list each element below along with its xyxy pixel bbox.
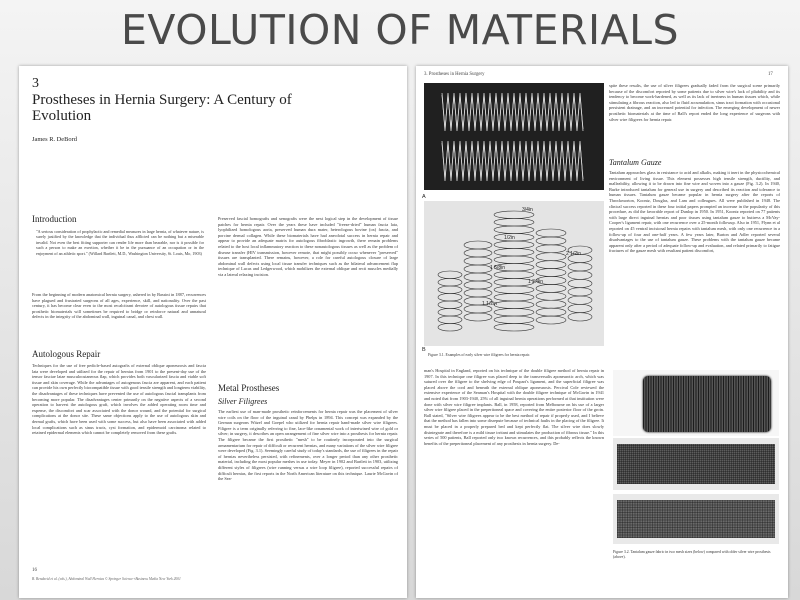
filigree-loop [494,271,534,279]
filigree-loop [568,296,592,304]
filigree-loops-graphic [424,201,604,346]
tantalum-gauze-large-graphic [617,444,775,484]
silver-wire-prosthesis-graphic [643,376,771,432]
intro-text: From the beginning of modern anatomical hernia surgery, ushered in by Bassini in 1887, recurrences have plagued and frustrated surgeons of all ages, experience, skill, and nationality. Over the past century, it has become clear even to the most recalcitrant devotee of autologous tissue repairs that prosthetic biomaterials will sometimes be required to bridge or reinforce natural and unnatural defects in the integrity of the abdominal wall, inguinal canal, and chest wall. [32,292,206,320]
filigree-loop [494,249,534,257]
filigree-loop [536,284,566,292]
autologous-heading: Autologous Repair [32,349,101,359]
filigree-zigzag-graphic [424,83,604,190]
filigree-loop [536,292,566,300]
figure-tantalum-gauze-1 [613,438,779,490]
filigree-loop [536,308,566,316]
filigree-loop [536,316,566,324]
figure-silver-filigree-a [424,83,604,190]
filigree-loop [464,249,492,257]
chapter-title: Prostheses in Hernia Surgery: A Century of Evolution [32,92,292,124]
fig-measure-label: 1 1/2in [482,301,498,307]
filigree-loop [438,286,462,294]
figure-label-a: A [422,194,426,200]
fig-measure-label: 3/4in [522,207,533,213]
filigree-loop [494,286,534,294]
filigree-loop [568,263,592,271]
page-footer: B. Bendavid et al. (eds.), Abdominal Wall Hernias © Springer Science+Business Media New York 2001 [32,577,181,581]
filigree-loop [494,226,534,234]
silver-heading: Silver Filigrees [218,397,268,406]
figure-tantalum-gauze-2 [613,494,779,544]
filigree-loop [568,271,592,279]
metal-heading: Metal Prostheses [218,383,280,393]
mcgavin-text: man's Hospital in England, reported on his technique of the double filigree method of hernia repair in 1907. In this technique one filigree was placed deep to the transversalis aponeurotic arch, which was sutured over the filigree to the shelving edge of Poupart's ligament, and the superficial filigree was placed above the cord and beneath the external oblique aponeurosis. Percival Cole reviewed the extensive experience of the Seaman's Hospital with the double filigree technique of McGavin in 1941 and noted that from 1903-1940, 25% of all inguinal hernia operations performed at that institution were done with silver wire filigree implants. Ball, in 1958, reported from Melbourne on his use of a larger silver wire filigree placed in the preperitoneal space and covering the entire posterior floor of the groin. Ball stated, "Silver wire filigrees appear to be the best method of repair if properly used, and I believe that the method has fallen into some disrepute because of technical faults in the placing of the filigree. It must be placed in a properly prepared bed and kept perfectly flat. The silver wire does slowly disintegrate and therefore is a mild tissue irritant and stimulates the production of fibrous tissue." In this series of 500 patients, Ball reported only two known recurrences, and this probably reflects the known benefits of the preperitoneal placement of any prosthesis in hernia surgery. De- [424,368,604,446]
filigree-loop [438,309,462,317]
intro-heading: Introduction [32,214,77,224]
fig-measure-label: 1/2in [504,235,515,241]
fig-measure-label: 1 5/8in [490,265,506,271]
filigree-loop [494,294,534,302]
filigree-loop [494,256,534,264]
filigree-wire [442,95,583,129]
figure-label-b: B [422,347,426,353]
fig-measure-label: 1 3/4in [528,279,544,285]
filigree-loop [568,279,592,287]
page-number: 16 [32,568,37,573]
filigree-loop [494,241,534,249]
chapter-number: 3 [32,76,39,91]
filigree-loop [438,301,462,309]
running-head: 3. Prostheses in Hernia Surgery [424,72,485,77]
left-page [19,66,407,598]
tantalum-gauze-small-graphic [617,500,775,538]
filigree-loop [438,324,462,332]
filigree-loop [464,281,492,289]
filigree-loop [438,279,462,287]
silver-text: The earliest use of man-made prosthetic reinforcements for hernia repair was the placement of silver wire coils on the floor of the inguinal canal by Phelps in 1894. This concept was expanded by the German surgeons Witzel and Goepel who utilized for hernia repair hand-made silver wire filigrees. Filigree is a term originally referring to fine, lace-like ornamental work of intertwined wire of gold or silver; in surgery, it describes an open arrangement of fine silver wire into a prosthesis for hernia repair. The filigree became the first prosthetic "mesh" to be routinely incorporated into the surgical armamentarium for repair of difficult or recurrent hernias, and many variations of the silver wire filigree were developed (Fig. 3.1). Seemingly careful study of today's standards, the use of filigrees in the repair of hernias nevertheless persisted, with refinements, over a longer period than any other prosthetic material, including the most popular meshes in use today. Meyer in 1902 and Bartlett in 1903, utilizing different styles of filigrees (wire running versus a wire loop filigree), reported successful repairs of difficult hernias, the first reports in the North American literature on this technique. Laurie McGavin of the Sea- [218,409,398,482]
filigree-loop [464,257,492,265]
figure-silver-filigree-b [424,201,604,346]
filigree-loop [536,261,566,269]
filigree-loop [438,271,462,279]
filigree-loop [536,269,566,277]
filigree-loop [536,300,566,308]
filigree-loop [494,219,534,227]
filigree-loop [536,229,566,237]
tantalum-heading: Tantalum Gauze [609,158,662,167]
filigree-loop [464,313,492,321]
filigree-loop [464,273,492,281]
filigree-loop [494,301,534,309]
filigree-loop [464,265,492,273]
right-page [416,66,788,598]
page-number: 17 [768,72,773,77]
filigree-loop [536,237,566,245]
filigree-loop [438,316,462,324]
filigree-wire [442,143,583,179]
filigree-loop [464,241,492,249]
filigree-loop [536,253,566,261]
figure-1-caption: Figure 3.1. Examples of early silver wire filigrees for hernia repair. [428,353,530,357]
filigree-loop [494,309,534,317]
filigree-loop [494,324,534,332]
figure-2-caption: Figure 3.2. Tantalum gauze fabric in two mesh sizes (below) compared with older silver wire prosthesis (above). [613,550,771,559]
intro-quote: "A serious consideration of prophylactic and remedial measures in large hernia, of whatever nature, is surely justified by the knowledge that the individual thus afflicted can be nothing but a miserable invalid. Not even the best fitting supporter can render life more than bearable, nor is it possible for such a person to make an exertion, whether it be in the pursuance of an occupation or in the enjoyment of an athletic sport." (Willard Bartlett, M.D., Washington University, St. Louis, Mo, 1903) [36,229,204,256]
slide-title: EVOLUTION OF MATERIALS [121,6,679,54]
filigree-loop [464,289,492,297]
filigree-loop [568,304,592,312]
autologous-text: Techniques for the use of free pedicle-based autografts of external oblique aponeurosis and fascia lata were developed and utilized for the repair of hernias from 1901 to the present-day use of the tensor fasciae latae musculocutaneous flap, which provides both vascularized fascia and viable soft tissue and skin coverage. While the advantages of autogenous fascia are apparent, and each patient can provide his own perfectly biocompatible tissue with good tensile strength and longterm viability, the disadvantages of these techniques have prevented the use of autologous fascial transplants from becoming more popular. The disadvantages center primarily on the negative aspects of a second operation to harvest the autologous graft, which involves the added operating room time and expense, the discomfort and scar associated with the donor wound, and the potential for surgical complications at the donor site. These same objections apply to the use of autologous skin and dermal grafts, which have been used with some success, but also have been associated with added local complications such as sinus tracts, cyst formation, and epidermoid carcinoma related to retained epidermal elements which cannot be completely removed from these grafts. [32,363,206,436]
filigree-loop [568,313,592,321]
filigree-loop [568,288,592,296]
filigree-loop [536,245,566,253]
filigree-loop [494,316,534,324]
figure-tantalum-silver [613,370,779,436]
silver-decline-text: spite these results, the use of silver filigrees gradually faded from the surgical scene primarily because of the discomfort reported by some patients due to silver wire's lack of pliability and its tendency to become work-hardened, as well as its lack of inertness in human tissues which, while stimulating a fibrous reaction, also led to fluid accumulation, sinus tract formation with occasional persistent drainage, and an increased potential for infection. The emerging development of newer prosthetic biomaterials at the time of Ball's report ended the long experience of surgeons with silver wire filigrees for hernia repair. [609,83,780,122]
filigree-loop [438,294,462,302]
tantalum-text: Tantalum approaches glass in resistance to acid and alkalis, making it inert in the physicochemical environment of living tissue. This element possesses high tensile strength, ductility, and malleability, allowing it to be drawn into fine wire and woven into a gauze (Fig. 3.2). In 1940, Burke introduced tantalum for general use in surgery and described its reaction and tolerance to human tissues. Tantalum gauze became popular in hernia surgery after the reports of Throckmorton, Koontz, Douglas, and Lam and colleagues. All were published in 1948. The clinical success reported in these four initial papers prompted an increase in the popularity of this procedure, as did the favorable report of Dunlop in 1950. In 1951, Koontz reported on 77 patients with large direct inguinal hernias and poor tissues using tantalum gauze to buttress a McVay-Cooper's ligament repair, with one recurrence over a 25-month followup. Also in 1951, Flynn et al reported on 45 ventral incisional hernia repairs with tantalum mesh, with only one recurrence in a follow-up of four and one-half years. A few years later, Burton and Adler reported several disadvantages to the use of tantalum gauze. These problems with the tantalum gauze became apparent only after a period of adequate follow-up and evaluation, and related primarily to fatigue fractures of the gauze mesh with resultant patient discomfort, [609,170,780,254]
author: James R. DeBord [32,136,77,143]
fig-measure-label: 2 1/2in [566,251,582,257]
homograft-text: Preserved fascial homografts and xenografts were the next logical step in the development of tissue patches for hernia repair. Over the years these have included "freeze-dried" human fascia lata, lyophilized homologous aorta, preserved human dura mater, heterologous bovine (ox) fascia, and porcine dermal collagen. While these biomaterials have had anecdotal success in hernia repair and appear to provide an adequate matrix for autologous fibroblastic ingrowth, there remain problems related to the host local inflammatory reaction to these nonautologous tissues as well as the problem of disease transfer (HIV transmission, however remote, that might possibly occur whenever "preserved" tissues are transplanted. There remains, however, a role for careful autologous closure of large abdominal wall defects using local tissue transfer techniques such as the bilateral advancement flap technique of Lucas and Ledgerwood, which mobilizes the external oblique and recti muscles medially via a lateral relaxing incision. [218,216,398,277]
